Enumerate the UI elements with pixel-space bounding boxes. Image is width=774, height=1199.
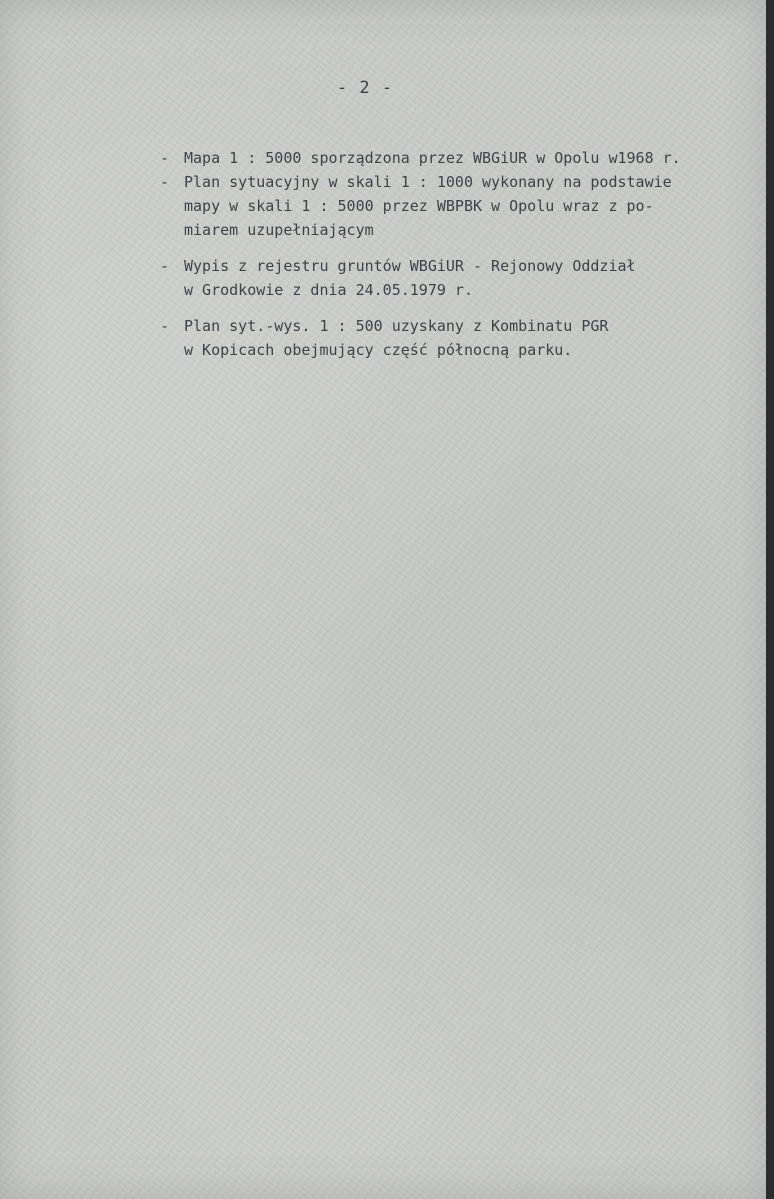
list-item bbox=[160, 146, 760, 170]
page-number: - 2 - bbox=[336, 78, 394, 98]
list-item bbox=[160, 170, 760, 242]
list-item-line: Plan syt.-wys. 1 : 500 uzyskany z Kombinatu PGR bbox=[184, 317, 609, 335]
list-item-line: mapy w skali 1 : 5000 przez WBPBK w Opolu wraz z po- bbox=[184, 197, 654, 215]
list-item-line: w Grodkowie z dnia 24.05.1979 r. bbox=[184, 281, 473, 299]
list-item-line: w Kopicach obejmujący część północną parku. bbox=[184, 341, 573, 359]
list-dash: - bbox=[160, 317, 170, 335]
list-item bbox=[160, 314, 760, 362]
list-item bbox=[160, 254, 760, 302]
source-list bbox=[160, 146, 760, 374]
list-dash: - bbox=[160, 173, 170, 191]
list-item-line: Mapa 1 : 5000 sporządzona przez WBGiUR w Opolu w1968 r. bbox=[184, 149, 681, 167]
list-item-line: Wypis z rejestru gruntów WBGiUR - Rejonowy Oddział bbox=[184, 257, 636, 275]
list-item-line: miarem uzupełniającym bbox=[184, 221, 374, 239]
list-dash: - bbox=[160, 257, 170, 275]
list-item-line: Plan sytuacyjny w skali 1 : 1000 wykonany na podstawie bbox=[184, 173, 672, 191]
list-dash: - bbox=[160, 149, 170, 167]
